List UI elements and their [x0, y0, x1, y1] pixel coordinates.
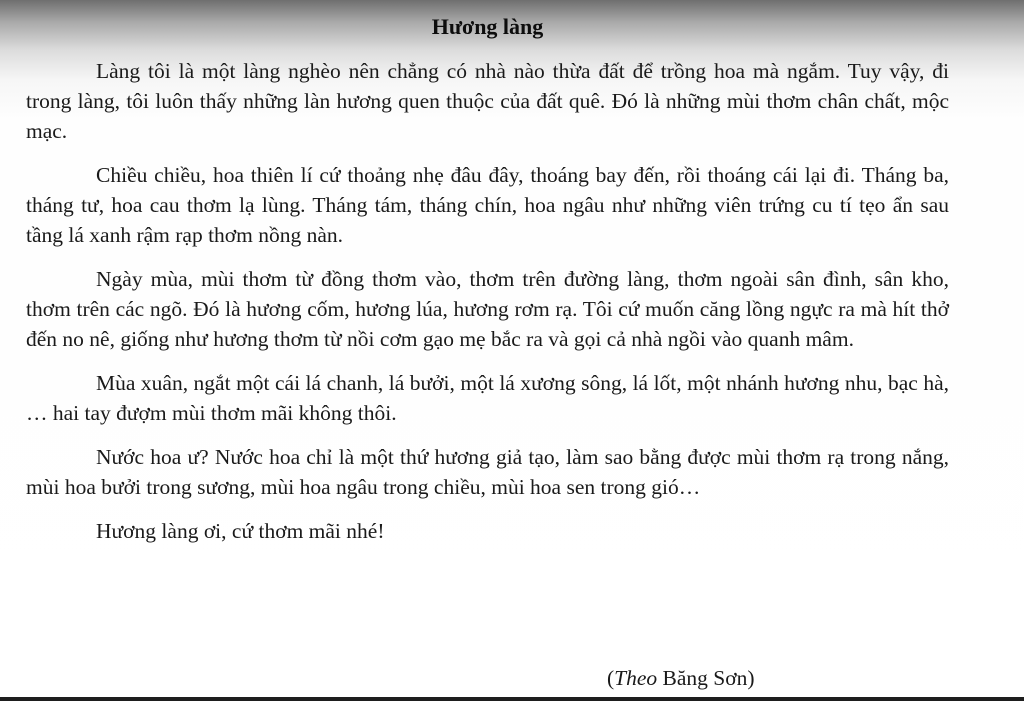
- paragraph-1: Làng tôi là một làng nghèo nên chẳng có nhà nào thừa đất để trồng hoa mà ngắm. Tuy vậy, đi trong làng, tôi luôn thấy những làn hương quen thuộc của đất quê. Đó là những mùi thơm chân chất, mộc mạc.: [26, 59, 949, 143]
- source-author: Băng Sơn: [657, 666, 748, 690]
- source-prefix: Theo: [614, 666, 658, 690]
- paragraph-5: Nước hoa ư? Nước hoa chỉ là một thứ hương giả tạo, làm sao bằng được mùi thơm rạ trong nắng, mùi hoa bưởi trong sương, mùi hoa ngâu trong chiều, mùi hoa sen trong gió…: [26, 445, 949, 499]
- paragraph-4: Mùa xuân, ngắt một cái lá chanh, lá bưởi, một lá xương sông, lá lốt, một nhánh hương nhu, bạc hà, … hai tay đượm mùi thơm mãi không thôi.: [26, 371, 949, 425]
- bottom-border: [0, 697, 1024, 701]
- document-body: [26, 0, 949, 546]
- source-open-paren: (: [607, 666, 615, 690]
- paragraph-2: Chiều chiều, hoa thiên lí cứ thoảng nhẹ đâu đây, thoáng bay đến, rồi thoáng cái lại đi. Tháng ba, tháng tư, hoa cau thơm lạ lùng. Tháng tám, tháng chín, hoa ngâu như những viên trứng cu tí tẹo ẩn sau tầng lá xanh rậm rạp thơm nồng nàn.: [26, 163, 949, 247]
- paragraph-6: Hương làng ơi, cứ thơm mãi nhé!: [96, 519, 385, 543]
- source-citation: [607, 663, 755, 693]
- source-close-paren: ): [747, 666, 755, 690]
- paragraph-3: Ngày mùa, mùi thơm từ đồng thơm vào, thơm trên đường làng, thơm ngoài sân đình, sân kho, thơm trên các ngõ. Đó là hương cốm, hương lúa, hương rơm rạ. Tôi cứ muốn căng lồng ngực ra mà hít thở đến no nê, giống như hương thơm từ nồi cơm gạo mẹ bắc ra và gọi cả nhà ngồi vào quanh mâm.: [26, 267, 949, 351]
- document-title: Hương làng: [431, 14, 544, 39]
